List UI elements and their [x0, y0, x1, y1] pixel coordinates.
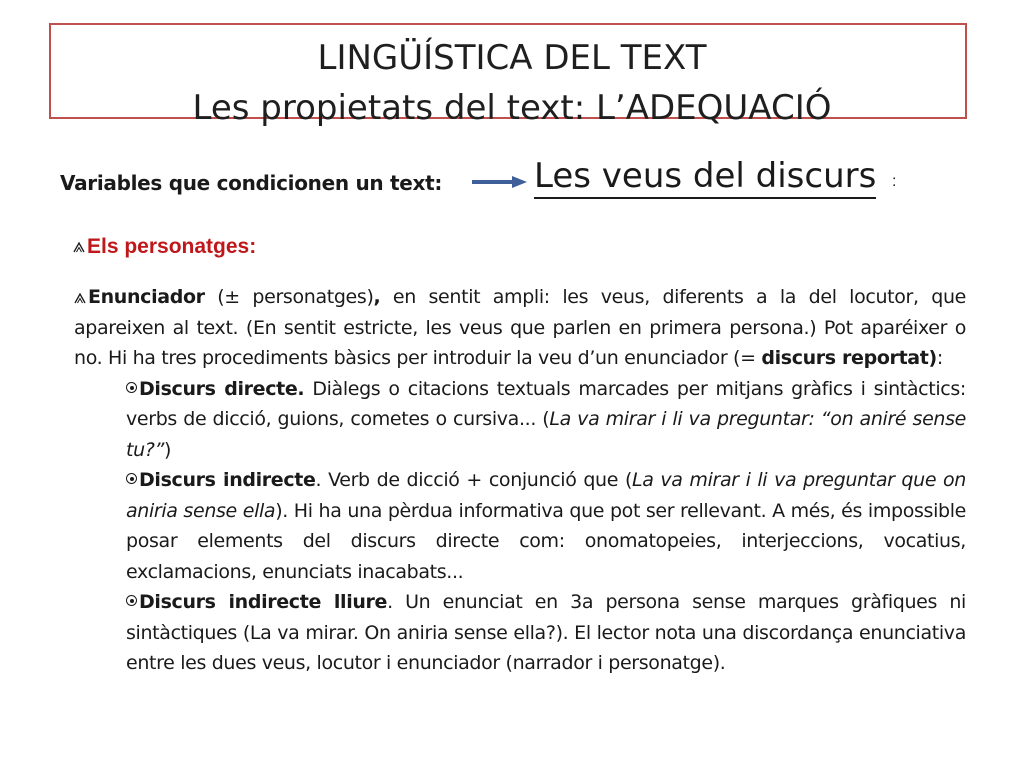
enunciador-end: : [936, 347, 943, 369]
dot-bullet-icon [126, 382, 137, 393]
personatges-label: Els personatges: [87, 235, 257, 258]
list-item [126, 587, 966, 679]
title-line-1: LINGÜÍSTICA DEL TEXT [317, 38, 707, 78]
enunciador-term: Enunciador [88, 286, 205, 308]
item-text: . Un enunciat en 3a persona sense marques gràfiques ni sintàctiques (La va mirar. On aniria sense ella?). El lector nota una discordança enunciativa entre les dues veus, locutor i enunciador (narrador i personatge). [126, 591, 966, 674]
item-after: ). Hi ha una pèrdua informativa que pot ser rellevant. A més, és impossible posar elements del discurs directe com: onomatopeies, interjeccions, vocatius, exclamacions, enunciats inacabats... [126, 499, 966, 583]
list-item [126, 374, 966, 466]
triangle-bullet-icon [73, 241, 85, 253]
enunciador-open: ( [204, 286, 225, 308]
dot-bullet-icon [126, 473, 137, 484]
list-item [126, 465, 966, 587]
item-term: Discurs indirecte [139, 469, 316, 491]
arrow-right-icon [472, 175, 528, 189]
item-term: Discurs directe. [139, 377, 305, 400]
enunciador-text: en sentit ampli: les veus, diferents a la del locutor, que apareixen al text. (En sentit estricte, les veus que parlen en primera persona.) Pot aparéixer o no. Hi ha tres procediments bàsics per introduir la veu d’un enunciador (= [74, 286, 966, 369]
personatges-heading [73, 235, 256, 259]
voices-heading: Les veus del discurs [534, 155, 876, 199]
item-example: La va mirar i li va preguntar que on aniria sense ella [126, 469, 966, 522]
item-after: ) [164, 438, 172, 461]
subtitle-row [60, 155, 960, 205]
enunciador-comma: , [373, 286, 381, 308]
triangle-bullet-icon [74, 292, 86, 304]
reported-speech-term: discurs reportat) [761, 347, 937, 369]
variables-label: Variables que condicionen un text: [60, 171, 443, 195]
enunciador-close: ) [366, 286, 374, 308]
item-example: La va mirar i li va preguntar: “on aniré sense tu?” [126, 408, 966, 461]
enunciador-pm: ± personatges [224, 286, 367, 308]
title-line-2: Les propietats del text: L’ADEQUACIÓ [192, 88, 832, 128]
enunciador-paragraph [74, 282, 966, 374]
voices-colon: : [892, 173, 897, 190]
item-text: . Verb de dicció + conjunció que ( [315, 469, 633, 491]
item-text: Diàlegs o citacions textuals marcades per mitjans gràfics i sintàctics: verbs de dicció, guions, cometes o cursiva... ( [126, 377, 966, 430]
body-text [74, 282, 966, 679]
dot-bullet-icon [126, 595, 137, 606]
item-term: Discurs indirecte lliure [139, 591, 388, 613]
slide-title [0, 33, 1024, 133]
